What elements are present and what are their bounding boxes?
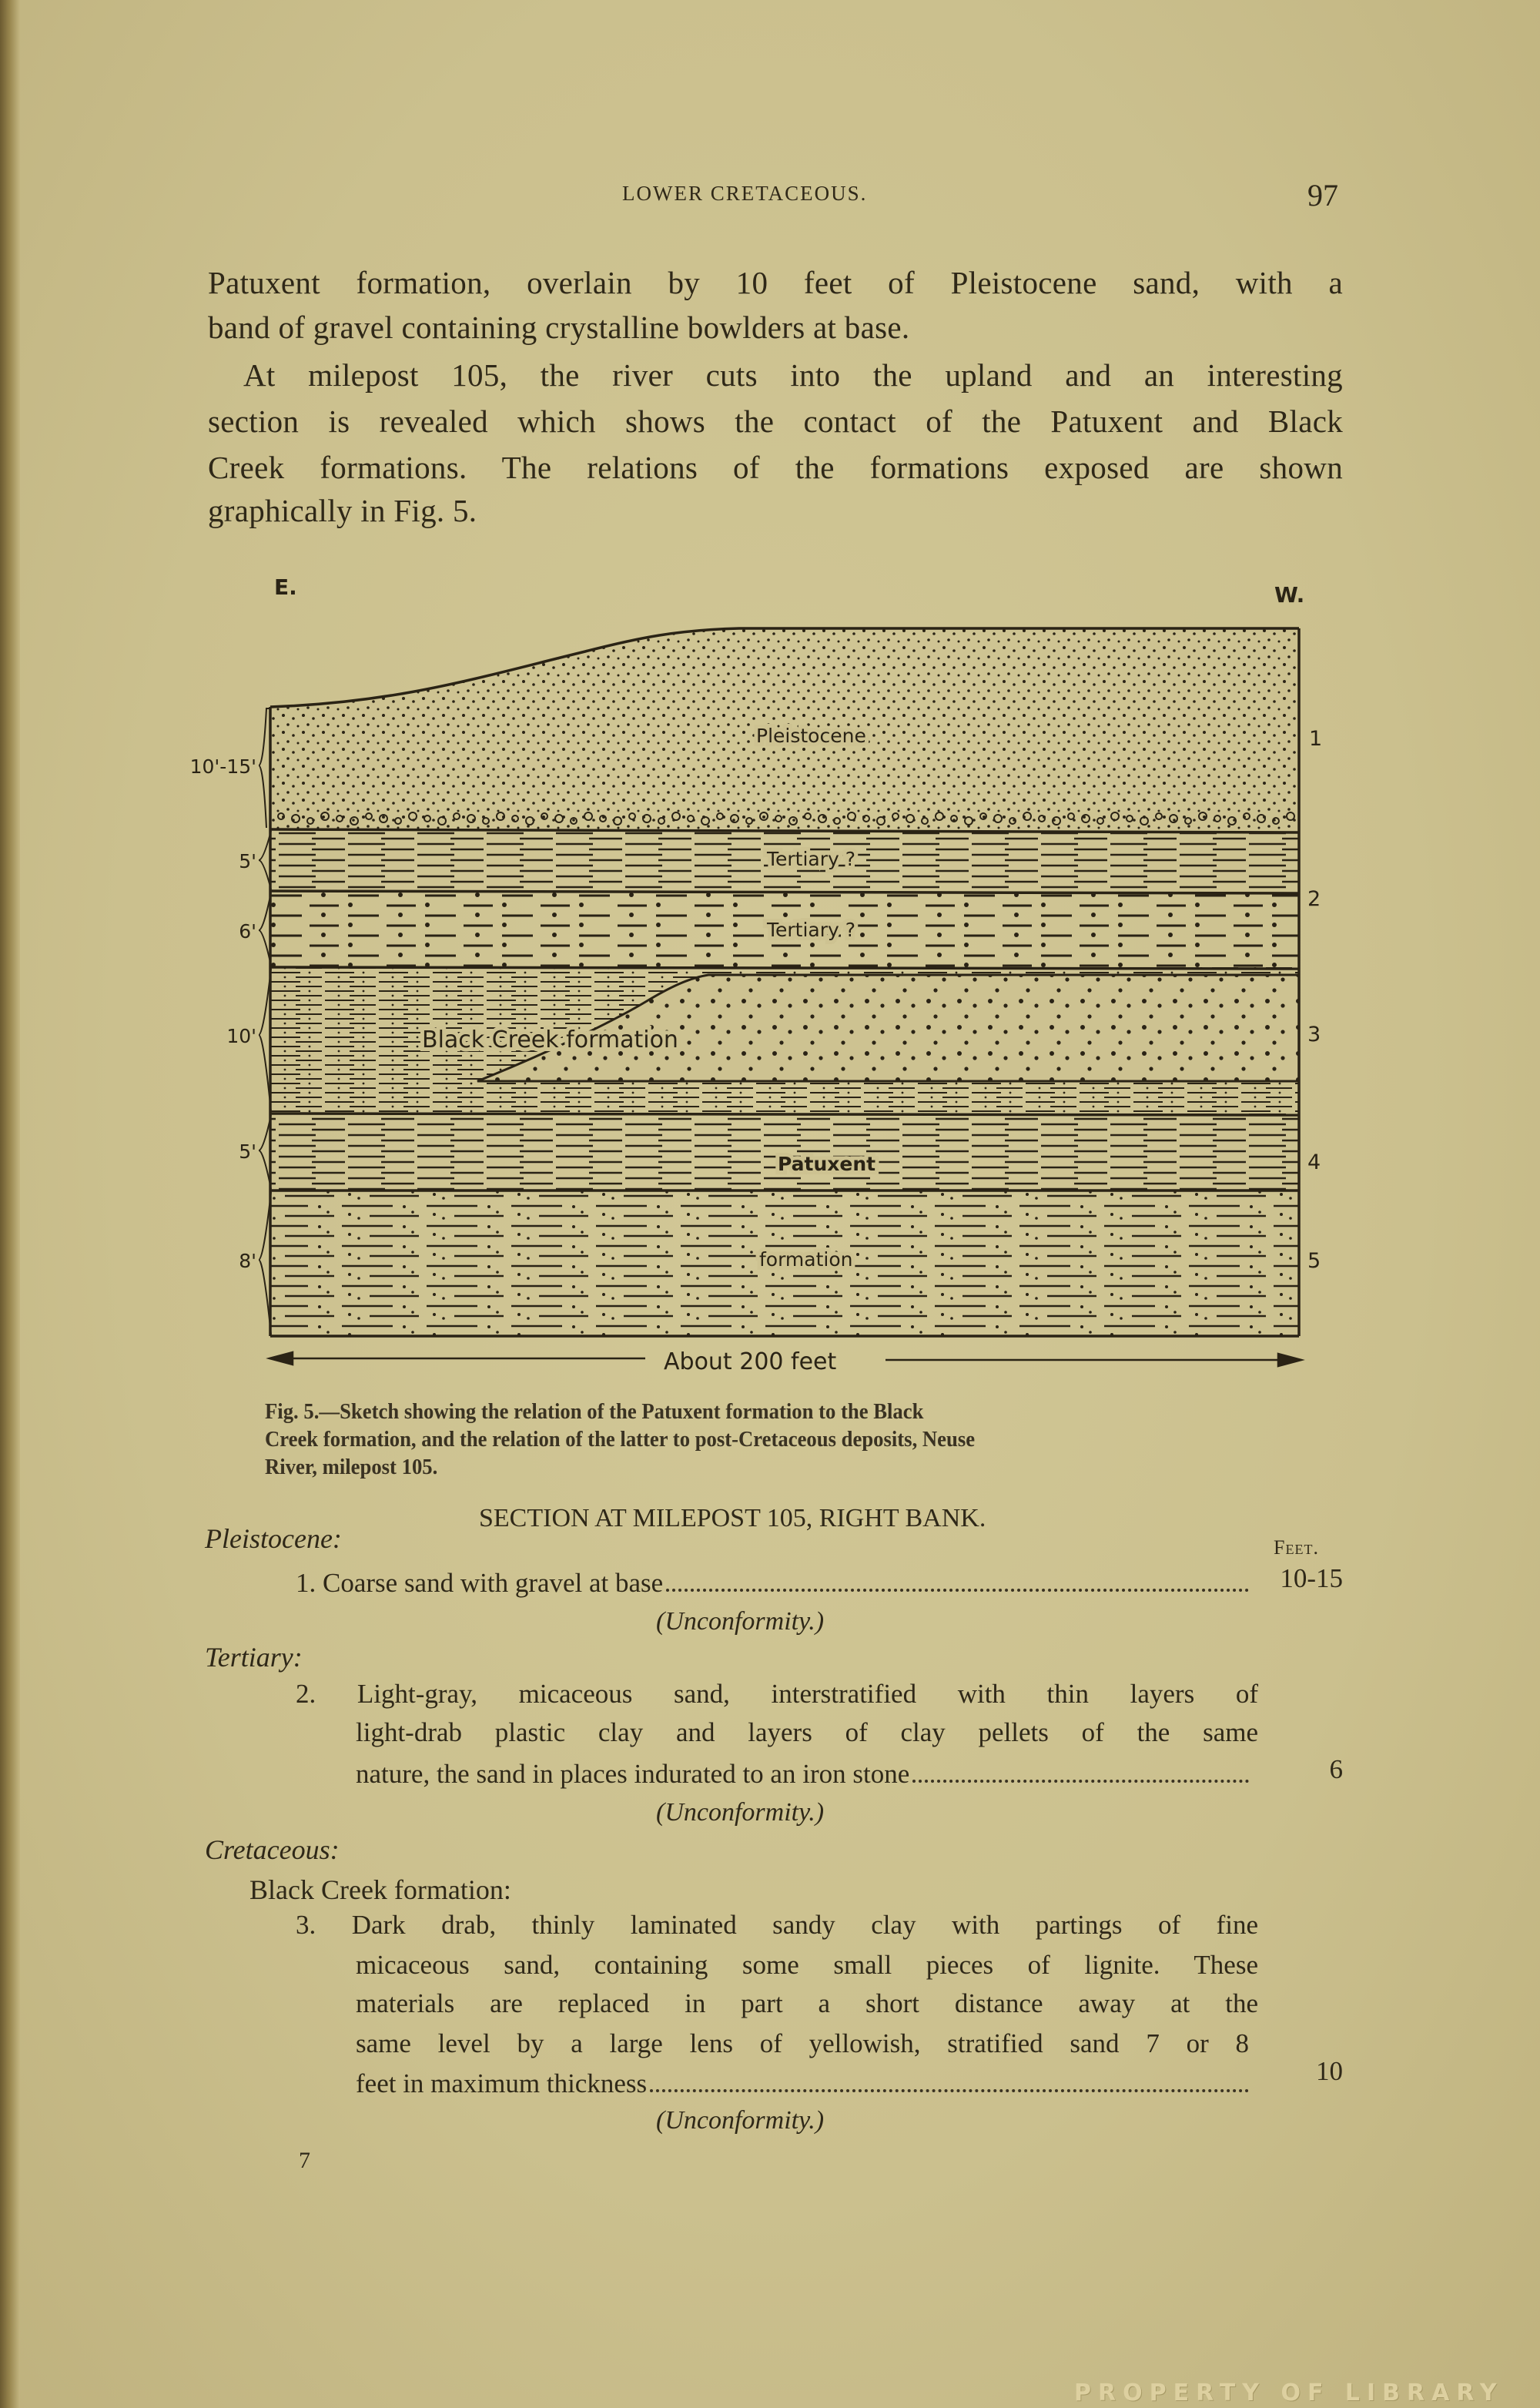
item-text: 1. Coarse sand with gravel at base — [296, 1568, 664, 1598]
section-item-2-last-line — [356, 1759, 1258, 1790]
item-line: light-drab plastic clay and layers of clay pellets of the same — [356, 1717, 1258, 1747]
bed-number: 2 — [1307, 887, 1321, 911]
figure-caption-line: Fig. 5.—Sketch showing the relation of the Patuxent formation to the Black — [265, 1399, 924, 1424]
bed-number: 1 — [1309, 727, 1323, 751]
bed-number: 5 — [1307, 1249, 1321, 1273]
scale-label: About 200 feet — [664, 1348, 837, 1375]
layer-label-tertiary-lower: Tertiary ? — [767, 919, 856, 941]
section-item-3-last-line — [356, 2068, 1258, 2099]
paragraph-line: At milepost 105, the river cuts into the upland and an interesting — [243, 357, 1343, 393]
item-line: 3. Dark drab, thinly laminated sandy clay with partings of fine — [296, 1910, 1258, 1940]
heading-pleistocene: Pleistocene: — [205, 1523, 342, 1554]
layer-patuxent-4 — [270, 1114, 1299, 1191]
bed-number: 4 — [1307, 1150, 1321, 1174]
heading-black-creek: Black Creek formation: — [249, 1874, 511, 1905]
west-label: W. — [1274, 582, 1305, 608]
running-title: LOWER CRETACEOUS. — [622, 182, 868, 205]
feet-column-header: Feet. — [1274, 1536, 1319, 1559]
figure-caption-line: Creek formation, and the relation of the latter to post-Cretaceous deposits, Neuse — [265, 1427, 976, 1452]
thickness-label: 10'-15' — [189, 755, 256, 778]
signature-mark: 7 — [299, 2148, 310, 2173]
dot-leader — [912, 1780, 1249, 1783]
paragraph-line: Patuxent formation, overlain by 10 feet of Pleistocene sand, with a — [208, 265, 1343, 300]
thickness-label: 5' — [239, 1140, 256, 1163]
item-feet: 10 — [1316, 2056, 1343, 2086]
thickness-label: 5' — [239, 850, 256, 872]
unconformity-note: (Unconformity.) — [656, 1798, 825, 1827]
unconformity-note: (Unconformity.) — [656, 2106, 825, 2135]
library-stamp: PROPERTY OF LIBRARY — [1074, 2380, 1504, 2406]
dot-leader — [650, 2089, 1249, 2092]
item-line: micaceous sand, containing some small pieces of lignite. These — [356, 1950, 1258, 1980]
bed-number: 3 — [1307, 1023, 1321, 1047]
layer-label-tertiary-upper: Tertiary ? — [767, 848, 856, 870]
thickness-label: 6' — [239, 920, 256, 943]
layer-label-pleistocene: Pleistocene — [756, 725, 866, 747]
paragraph-line: graphically in Fig. 5. — [208, 493, 477, 528]
item-line: materials are replaced in part a short distance away at the — [356, 1988, 1258, 2018]
section-title: SECTION AT MILEPOST 105, RIGHT BANK. — [479, 1504, 986, 1532]
layer-label-formation: formation — [759, 1248, 853, 1271]
page-number: 97 — [1307, 178, 1338, 213]
paragraph-line: Creek formations. The relations of the formations exposed are shown — [208, 450, 1343, 485]
paragraph-line: band of gravel containing crystalline bowlders at base. — [208, 310, 910, 345]
dot-leader — [666, 1589, 1249, 1592]
thickness-label: 8' — [239, 1250, 256, 1272]
item-text: feet in maximum thickness — [356, 2068, 648, 2098]
thickness-label: 10' — [226, 1025, 256, 1047]
item-text: nature, the sand in places indurated to an iron stone — [356, 1759, 910, 1789]
layer-label-patuxent: Patuxent — [778, 1153, 876, 1175]
figure-caption-line: River, milepost 105. — [265, 1455, 438, 1479]
item-feet: 10-15 — [1280, 1563, 1343, 1593]
paragraph-line: section is revealed which shows the contact of the Patuxent and Black — [208, 404, 1343, 439]
east-label: E. — [274, 574, 297, 600]
section-item-1 — [296, 1568, 1258, 1599]
unconformity-note: (Unconformity.) — [656, 1607, 825, 1636]
heading-tertiary: Tertiary: — [205, 1642, 303, 1673]
heading-cretaceous: Cretaceous: — [205, 1834, 340, 1865]
layer-label-black-creek: Black Creek formation — [422, 1026, 678, 1053]
item-line: same level by a large lens of yellowish, stratified sand 7 or 8 — [356, 2028, 1249, 2058]
item-line: 2. Light-gray, micaceous sand, interstratified with thin layers of — [296, 1679, 1258, 1709]
item-feet: 6 — [1329, 1754, 1343, 1784]
